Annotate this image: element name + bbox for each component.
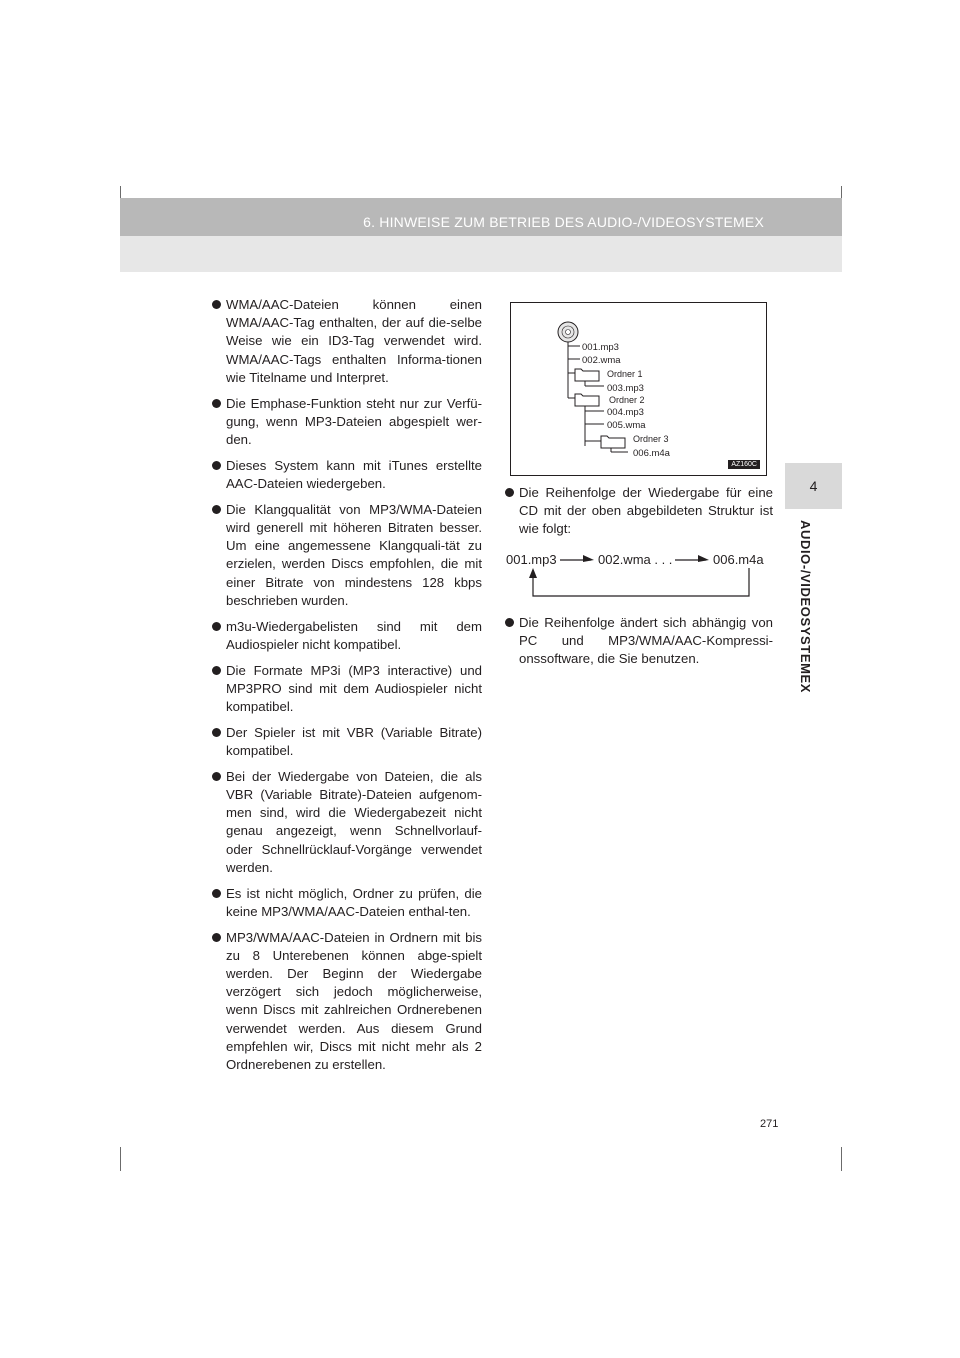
bullet-text: WMA/AAC-Dateien können einen WMA/AAC-Tag enthalten, der auf die-selbe Weise wie ein ID3-Tag verwendet wird. WMA/AAC-Tags enthalten Informa-tionen wie Titelname und Interpret. <box>226 297 482 385</box>
bullet-text: Der Spieler ist mit VBR (Variable Bitrate) kompatibel. <box>226 724 482 759</box>
sequence-first: 001.mp3 <box>506 552 557 567</box>
bullet-icon <box>212 728 221 737</box>
file-label-005: 005.wma <box>607 420 646 431</box>
folder-structure-figure <box>510 302 767 476</box>
folder-label-2: Ordner 2 <box>609 395 645 405</box>
bullet-icon <box>212 889 221 898</box>
bullet-text: Die Reihenfolge der Wiedergabe für eine CD mit der oben abgebildeten Struktur ist wie folgt: <box>519 485 773 537</box>
bullet-item <box>212 457 482 493</box>
bullet-icon <box>212 666 221 675</box>
bullet-text: m3u-Wiedergabelisten sind mit dem Audiospieler nicht kompatibel. <box>226 618 482 652</box>
file-label-002: 002.wma <box>582 355 621 366</box>
bullet-item <box>212 724 482 760</box>
figure-code: AZ160C <box>728 460 760 469</box>
folder-icon <box>575 369 599 381</box>
loop-back-arrow-icon <box>529 568 749 596</box>
arrow-right-icon <box>560 555 594 562</box>
bullet-text: Es ist nicht möglich, Ordner zu prüfen, die keine MP3/WMA/AAC-Dateien enthal-ten. <box>226 885 482 919</box>
bullet-text: Die Formate MP3i (MP3 interactive) und MP3PRO sind mit dem Audiospieler nicht kompatibel. <box>226 662 482 715</box>
bullet-item <box>505 484 773 539</box>
bullet-icon <box>212 300 221 309</box>
sequence-last: 006.m4a <box>713 552 764 567</box>
bullet-item <box>212 501 482 610</box>
disc-icon <box>558 322 578 342</box>
arrow-right-icon <box>675 555 709 562</box>
bullet-icon <box>212 772 221 781</box>
chapter-tab <box>785 463 842 509</box>
bullet-item <box>212 618 482 654</box>
left-column <box>212 296 482 1082</box>
crop-mark <box>841 1147 842 1171</box>
bullet-item <box>212 885 482 921</box>
section-header <box>120 198 842 236</box>
bullet-icon <box>212 933 221 942</box>
bullet-item <box>212 395 482 450</box>
bullet-icon <box>212 505 221 514</box>
bullet-text: Die Klangqualität von MP3/WMA-Dateien wird generell mit höheren Bitraten besser. Um eine angemessene Klangquali-tät zu erzielen, werden Discs empfohlen, die mit einer Bitrate von mindestens 128 kbps beschrieben wurden. <box>226 501 482 608</box>
crop-mark <box>120 1147 121 1171</box>
chapter-label: AUDIO-/VIDEOSYSTEMEX <box>798 520 813 694</box>
sequence-diagram <box>505 546 775 602</box>
folder-label-3: Ordner 3 <box>633 434 669 444</box>
chapter-number: 4 <box>809 478 818 494</box>
folder-icon <box>601 436 625 448</box>
section-header-text: 6. HINWEISE ZUM BETRIEB DES AUDIO-/VIDEOSYSTEMEX <box>363 214 764 230</box>
bullet-icon <box>212 399 221 408</box>
bullet-item <box>212 768 482 877</box>
bullet-icon <box>505 618 514 627</box>
bullet-text: Die Reihenfolge ändert sich abhängig von PC und MP3/WMA/AAC-Kompressi-onssoftware, die Sie benutzen. <box>519 615 773 667</box>
bullet-icon <box>212 622 221 631</box>
sequence-second: 002.wma . . . <box>598 552 673 567</box>
bullet-text: Bei der Wiedergabe von Dateien, die als VBR (Variable Bitrate)-Dateien aufgenom-men sind, wird die Wiedergabezeit nicht genau angezeigt, wenn Schnellvorlauf- oder Schnellrücklauf-Vorgänge verwendet werden. <box>226 768 482 875</box>
playback-sequence <box>505 546 775 602</box>
file-label-004: 004.mp3 <box>607 407 644 418</box>
crop-mark <box>841 186 842 198</box>
crop-mark <box>120 186 121 198</box>
right-column-lower <box>505 614 773 676</box>
bullet-text: Die Emphase-Funktion steht nur zur Verfü-gung, wenn MP3-Dateien abgespielt wer-den. <box>226 395 482 448</box>
bullet-item <box>212 662 482 717</box>
file-label-001: 001.mp3 <box>582 342 619 353</box>
file-label-006: 006.m4a <box>633 448 670 459</box>
file-label-003: 003.mp3 <box>607 383 644 394</box>
bullet-item <box>212 929 482 1075</box>
page-number: 271 <box>760 1118 779 1130</box>
folder-label-1: Ordner 1 <box>607 369 643 379</box>
right-column <box>505 484 773 546</box>
bullet-text: Dieses System kann mit iTunes erstellte AAC-Dateien wiedergeben. <box>226 457 482 492</box>
bullet-item <box>212 296 482 387</box>
bullet-icon <box>212 461 221 470</box>
bullet-text: MP3/WMA/AAC-Dateien in Ordnern mit bis zu 8 Unterebenen können abge-spielt werden. Der Beginn der Wiedergabe verzögert sich jedoch möglicherweise, wenn Discs mit zahlreichen Ordnerebenen verwendet werden. Aus diesem Grund empfehlen wir, Discs mit nicht mehr als 2 Ordnerebenen zu erstellen. <box>226 929 482 1073</box>
bullet-icon <box>505 488 514 497</box>
bullet-item <box>505 614 773 669</box>
folder-tree-diagram <box>511 303 768 477</box>
folder-icon <box>575 394 599 406</box>
